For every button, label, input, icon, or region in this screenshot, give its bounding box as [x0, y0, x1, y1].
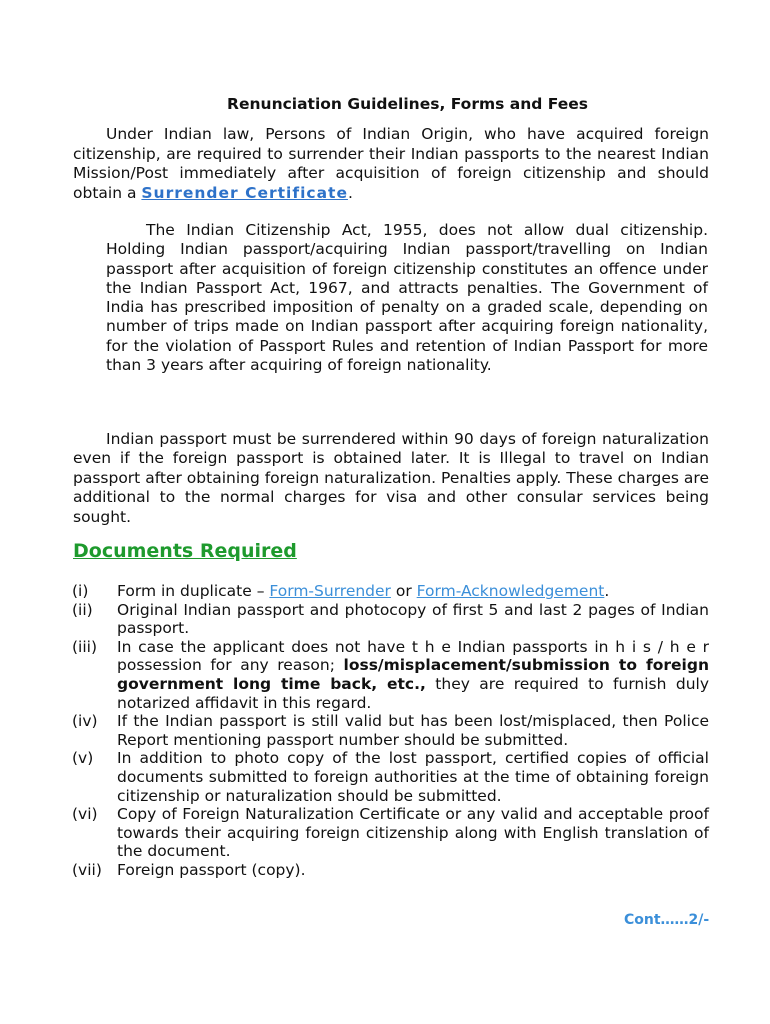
list-text: Original Indian passport and photocopy of first 5 and last 2 pages of Indian passport.: [117, 600, 709, 638]
surrender-certificate-link[interactable]: Surrender Certificate: [141, 183, 348, 202]
list-number: (iii): [72, 637, 98, 656]
list-text: If the Indian passport is still valid but has been lost/misplaced, then Police Report mentioning passport number should be submitted.: [117, 712, 709, 749]
list-number: (i): [72, 582, 89, 600]
list-item: [72, 582, 709, 601]
list-item: [72, 638, 709, 712]
surrender-deadline-paragraph: Indian passport must be surrendered within 90 days of foreign naturalization even if the foreign passport is obtained later. It is Illegal to travel on Indian passport after obtaining foreign naturalization. Penalties apply. These charges are additional to the normal charges for visa and other consular services being sought.: [73, 430, 709, 526]
list-number: (v): [72, 749, 94, 768]
list-text: or: [390, 582, 417, 600]
list-item: [72, 601, 709, 638]
intro-period: .: [347, 183, 353, 202]
continued-marker: Cont……2/-: [624, 912, 710, 928]
list-text: .: [604, 582, 610, 600]
list-item: [72, 861, 709, 880]
list-text: they are required to furnish duly notarized affidavit in this regard.: [117, 674, 709, 712]
citizenship-act-paragraph: The Indian Citizenship Act, 1955, does not allow dual citizenship. Holding Indian passport/acquiring Indian passport/travelling on Indian passport after acquisition of foreign citizenship constitutes an offence under the Indian Passport Act, 1967, and attracts penalties. The Government of India has prescribed imposition of penalty on a graded scale, depending on number of trips made on Indian passport after acquiring foreign nationality, for the violation of Passport Rules and retention of Indian Passport for more than 3 years after acquiring of foreign nationality.: [106, 221, 708, 375]
intro-text: Under Indian law, Persons of Indian Origin, who have acquired foreign citizenship, are required to surrender their Indian passports to the nearest Indian Mission/Post immediately after acquisition of foreign citizenship and should obtain a: [73, 125, 709, 202]
list-number: (ii): [72, 600, 93, 619]
list-text: Foreign passport (copy).: [117, 860, 306, 879]
form-surrender-link[interactable]: Form-Surrender: [269, 582, 391, 600]
documents-required-heading: Documents Required: [73, 540, 297, 562]
documents-list: [72, 582, 709, 880]
list-item: [72, 749, 709, 805]
list-number: (vi): [72, 805, 98, 824]
list-text: In case the applicant does not have t h e Indian passports in h i s / h e r possession for any reason;: [117, 637, 709, 675]
list-text: In addition to photo copy of the lost passport, certified copies of official documents submitted to foreign authorities at the time of obtaining foreign citizenship or naturalization should be submitted.: [117, 749, 709, 805]
list-text: Copy of Foreign Naturalization Certificate or any valid and acceptable proof towards their acquiring foreign citizenship along with English translation of the document.: [117, 805, 709, 861]
form-acknowledgement-link[interactable]: Form-Acknowledgement: [416, 582, 605, 600]
page-title: Renunciation Guidelines, Forms and Fees: [227, 95, 588, 113]
list-number: (vii): [72, 860, 102, 879]
list-number: (iv): [72, 712, 98, 731]
list-item: [72, 712, 709, 749]
list-bold-text: loss/misplacement/submission to foreign government long time back, etc.,: [117, 656, 709, 693]
intro-paragraph: [73, 125, 709, 203]
list-item: [72, 805, 709, 861]
list-text: Form in duplicate –: [117, 582, 270, 600]
